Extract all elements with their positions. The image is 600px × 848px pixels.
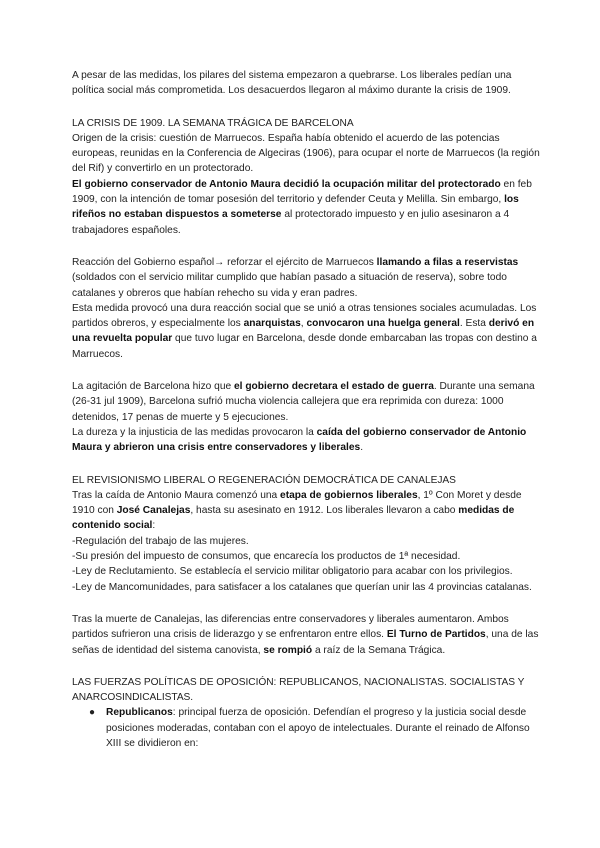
paragraph [72,68,542,99]
bold-text-run: El Turno de Partidos [386,629,486,641]
list-item [72,705,542,751]
text-run: -Su presión del impuesto de consumos, que encarecía los productos de 1ª necesidad. [72,551,461,563]
text-run: , [300,318,307,330]
text-run: -Ley de Reclutamiento. Se establecía el servicio militar obligatorio para acabar con los privilegios. [72,566,513,578]
text-run: en feb 1909, con la intención de tomar posesión del territorio y defender Ceuta y Melilla. Sin embargo, [72,178,532,206]
text-run: -Ley de Mancomunidades, para satisfacer a los catalanes que querían unir las 4 provincias catalanas. [72,581,532,593]
paragraph-spacer [72,362,542,379]
text-run: EL REVISIONISMO LIBERAL O REGENERACIÓN DEMOCRÁTICA DE CANALEJAS [72,474,456,486]
text-run: al protectorado impuesto y en julio asesinaron a 4 trabajadores españoles. [72,209,510,236]
paragraph [72,488,542,534]
text-run: A pesar de las medidas, los pilares del sistema empezaron a quebrarse. Los liberales pedían una política social más comprometida. Los desacuerdos llegaron al máximo durante la crisis de 1909. [72,70,512,97]
text-run: La agitación de Barcelona hizo que [72,381,234,393]
bold-text-run: caída del gobierno conservador de Antonio Maura y abrieron una crisis entre conservadores y liberales [72,426,527,454]
paragraph-spacer [72,658,542,675]
text-run: a raíz de la Semana Trágica. [312,644,446,656]
text-run: (soldados con el servicio militar cumplido que habían pasado a situación de reserva), sobre todo catalanes y obreros que habían rehecho su vida y eran padres. [72,272,507,299]
text-run: : principal fuerza de oposición. Defendían el progreso y la justicia social desde posiciones moderadas, contaban con el apoyo de intelectuales. Durante el reinado de Alfonso XIII se dividieron en: [106,707,530,749]
paragraph-spacer [72,238,542,255]
bold-text-run: llamando a filas a reservistas [376,256,519,268]
bullet-icon: ● [89,707,96,719]
text-run: que tuvo lugar en Barcelona, desde donde embarcaban las tropas con destino a Marruecos. [72,333,537,360]
bold-text-run: El gobierno conservador de Antonio Maura decidió la ocupación militar del protectorado [72,178,501,190]
paragraph [72,612,542,658]
bold-text-run: anarquistas [243,318,301,330]
text-run: La dureza y la injusticia de las medidas provocaron la [72,426,317,438]
text-run: Tras la muerte de Canalejas, las diferencias entre conservadores y liberales aumentaron. Ambos partidos sufrieron una crisis de liderazgo y se enfrentaron entre ellos. [72,613,509,641]
text-run: . [360,442,364,454]
paragraph [72,534,542,549]
bold-text-run: convocaron una huelga general [306,318,460,330]
paragraph [72,255,542,301]
bold-text-run: medidas de contenido social [72,505,515,532]
text-run: , hasta su asesinato en 1912. Los liberales llevaron a cabo [190,505,459,517]
text-run: . Esta [459,318,489,330]
text-run: Origen de la crisis: cuestión de Marruecos. España había obtenido el acuerdo de las potencias europeas, reunidas en la Conferencia de Algeciras (1906), para ocupar el norte de Marruecos (la región del Rif) y convertirlo en un protectorado. [72,132,540,175]
bold-text-run: se rompió [263,644,313,656]
text-run: : [152,520,156,532]
paragraph-spacer [72,595,542,612]
section-heading [72,675,542,706]
paragraph [72,301,542,362]
paragraph [72,425,542,456]
bold-text-run: José Canalejas [116,505,191,517]
text-run: Reacción del Gobierno español→ reforzar el ejército de Marruecos [72,256,377,268]
paragraph [72,580,542,595]
text-run: Tras la caída de Antonio Maura comenzó una [72,489,281,501]
text-run: , una de las señas de identidad del sistema canovista, [72,629,539,656]
text-run: Esta medida provocó una dura reacción social que se unió a otras tensiones sociales acumuladas. Los partidos obreros, y especialmente los [72,302,537,330]
bold-text-run: etapa de gobiernos liberales [280,489,418,501]
section-heading [72,116,542,131]
paragraph [72,177,542,238]
paragraph [72,564,542,579]
paragraph-spacer [72,456,542,473]
bullet-list [72,705,542,751]
document-page [72,68,542,751]
text-run: LAS FUERZAS POLÍTICAS DE OPOSICIÓN: REPUBLICANOS, NACIONALISTAS. SOCIALISTAS Y ANARCOSINDICALISTAS. [72,676,525,704]
paragraph-spacer [72,99,542,116]
section-heading [72,473,542,488]
bold-text-run: derivó en una revuelta popular [72,318,535,345]
text-run: , 1º Con Moret y desde 1910 con [72,489,522,517]
text-run: -Regulación del trabajo de las mujeres. [72,535,249,547]
paragraph [72,379,542,425]
text-run: . Durante una semana (26-31 jul 1909), Barcelona sufrió mucha violencia callejera que era reprimida con dureza: 1000 detenidos, 17 penas de muerte y 5 ejecuciones. [72,381,535,423]
bold-text-run: Republicanos [106,707,173,719]
paragraph [72,131,542,177]
text-run: LA CRISIS DE 1909. LA SEMANA TRÁGICA DE BARCELONA [72,117,354,129]
bold-text-run: los rifeños no estaban dispuestos a someterse [72,194,519,221]
bold-text-run: el gobierno decretara el estado de guerra [234,381,434,393]
paragraph [72,549,542,564]
